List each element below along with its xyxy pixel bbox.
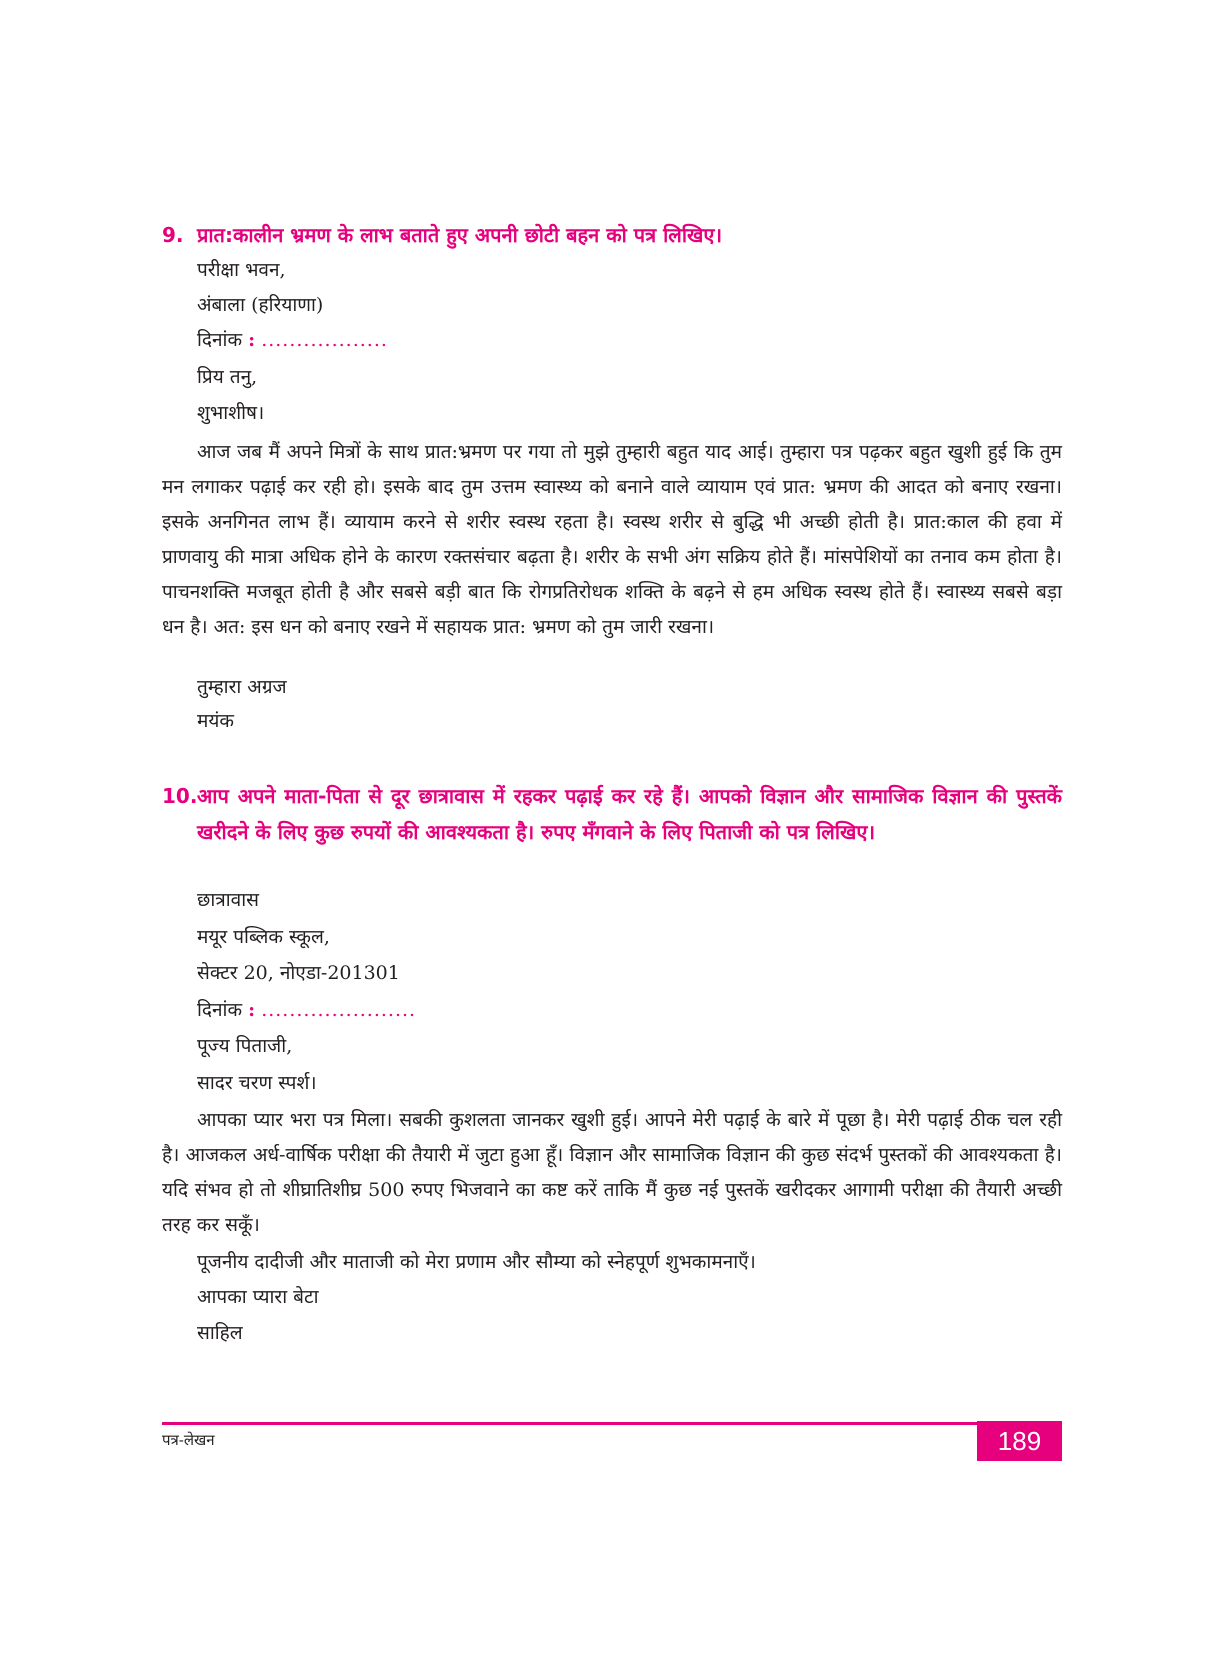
letter10-date-blank: ...................... (261, 999, 417, 1021)
question-10 (162, 778, 1062, 850)
letter9-date-blank: .................. (261, 329, 388, 351)
letter10-address-line2: मयूर पब्लिक स्कूल, (197, 926, 330, 948)
letter10-date-colon: : (248, 999, 256, 1021)
question-10-number: 10. (162, 784, 198, 808)
letter10-salutation: पूज्य पिताजी, (197, 1035, 293, 1057)
letter10-address-line1: छात्रावास (197, 889, 259, 911)
letter9-date-colon: : (248, 329, 256, 351)
letter10-date (197, 995, 416, 1025)
letter9-date (197, 325, 388, 355)
letter10-greeting: सादर चरण स्पर्श। (197, 1072, 317, 1094)
letter9-closing: तुम्हारा अग्रज (197, 676, 287, 698)
letter10-signature: साहिल (197, 1322, 243, 1344)
question-9 (162, 217, 1062, 253)
letter9-address-line2: अंबाला (हरियाणा) (197, 294, 324, 316)
letter9-address-line1: परीक्षा भवन, (197, 259, 286, 281)
letter10-closing: आपका प्यारा बेटा (197, 1286, 319, 1308)
question-10-text: आप अपने माता-पिता से दूर छात्रावास में रहकर पढ़ाई कर रहे हैं। आपको विज्ञान और सामाजिक विज्ञान की पुस्तकें खरीदने के लिए कुछ रुपयों की आवश्यकता है। रुपए मँगवाने के लिए पिताजी को पत्र लिखिए। (197, 784, 1062, 844)
question-9-number: 9. (162, 223, 184, 247)
question-9-text: प्रात:कालीन भ्रमण के लाभ बताते हुए अपनी छोटी बहन को पत्र लिखिए। (197, 223, 723, 247)
page-number-badge: 189 (977, 1421, 1062, 1461)
letter9-date-label: दिनांक (197, 329, 243, 351)
footer-chapter-title: पत्र-लेखन (162, 1431, 215, 1449)
letter9-greeting: शुभाशीष। (197, 402, 265, 424)
letter9-salutation: प्रिय तनु, (197, 366, 258, 388)
footer-divider (162, 1422, 1062, 1425)
letter10-body: आपका प्यार भरा पत्र मिला। सबकी कुशलता जानकर खुशी हुई। आपने मेरी पढ़ाई के बारे में पूछा है। मेरी पढ़ाई ठीक चल रही है। आजकल अर्ध-वार्षिक परीक्षा की तैयारी में जुटा हुआ हूँ। विज्ञान और सामाजिक विज्ञान की कुछ संदर्भ पुस्तकों की आवश्यकता है। यदि संभव हो तो शीघ्रातिशीघ्र 500 रुपए भिजवाने का कष्ट करें ताकि मैं कुछ नई पुस्तकें खरीदकर आगामी परीक्षा की तैयारी अच्छी तरह कर सकूँ। (162, 1109, 1062, 1236)
letter10-date-label: दिनांक (197, 999, 243, 1021)
letter9-signature: मयंक (197, 710, 234, 732)
letter10-regards: पूजनीय दादीजी और माताजी को मेरा प्रणाम और सौम्या को स्नेहपूर्ण शुभकामनाएँ। (197, 1251, 756, 1273)
letter10-address-line3: सेक्टर 20, नोएडा-201301 (197, 962, 400, 984)
letter9-body: आज जब मैं अपने मित्रों के साथ प्रात:भ्रमण पर गया तो मुझे तुम्हारी बहुत याद आई। तुम्हारा पत्र पढ़कर बहुत खुशी हुई कि तुम मन लगाकर पढ़ाई कर रही हो। इसके बाद तुम उत्तम स्वास्थ्य को बनाने वाले व्यायाम एवं प्रात: भ्रमण की आदत को बनाए रखना। इसके अनगिनत लाभ हैं। व्यायाम करने से शरीर स्वस्थ रहता है। स्वस्थ शरीर से बुद्धि भी अच्छी होती है। प्रात:काल की हवा में प्राणवायु की मात्रा अधिक होने के कारण रक्तसंचार बढ़ता है। शरीर के सभी अंग सक्रिय होते हैं। मांसपेशियों का तनाव कम होता है। पाचनशक्ति मजबूत होती है और सबसे बड़ी बात कि रोगप्रतिरोधक शक्ति के बढ़ने से हम अधिक स्वस्थ होते हैं। स्वास्थ्य सबसे बड़ा धन है। अत: इस धन को बनाए रखने में सहायक प्रात: भ्रमण को तुम जारी रखना। (162, 441, 1062, 638)
